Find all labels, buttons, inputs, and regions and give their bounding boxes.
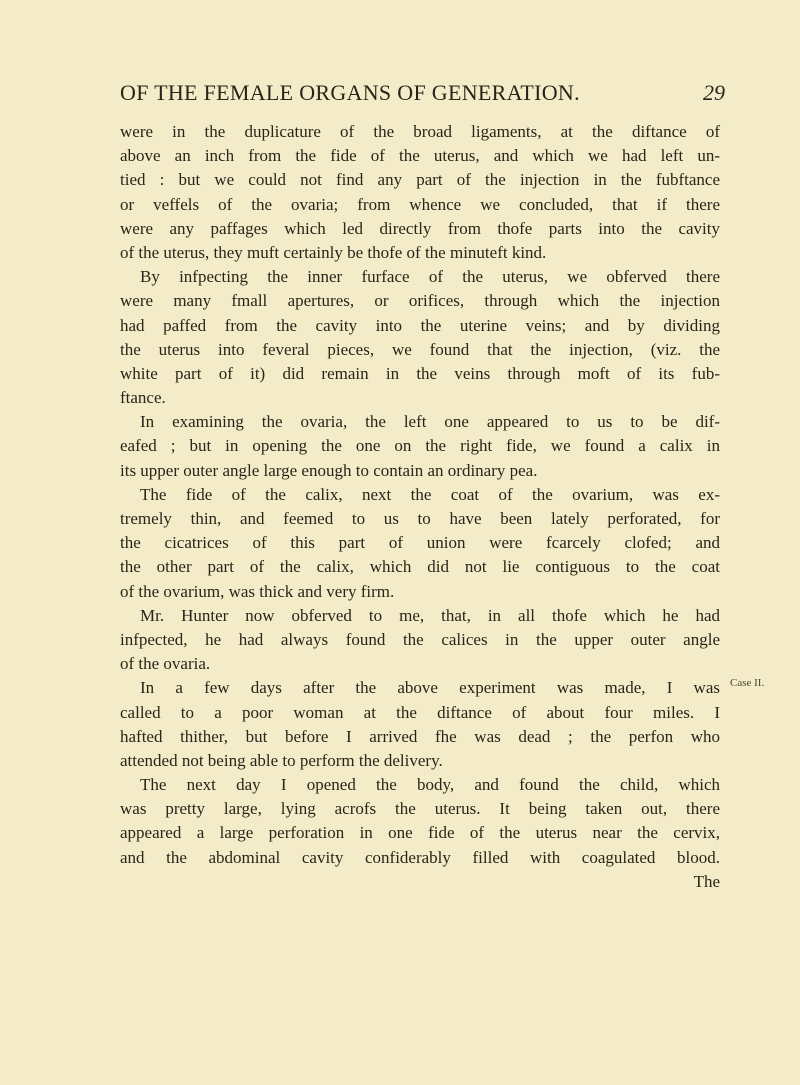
text-line: of the ovarium, was thick and very firm. (120, 581, 395, 601)
margin-note: Case II. (730, 677, 765, 689)
text-line: called to a poor woman at the diftance of about four miles. I (120, 702, 720, 722)
text-line: ftance. (120, 388, 166, 408)
text-line: attended not being able to perform the delivery. (120, 750, 443, 770)
text-line: its upper outer angle large enough to contain an ordinary pea. (120, 460, 538, 480)
text-line: of the uterus, they muft certainly be thofe of the minuteft kind. (120, 242, 547, 262)
text-line: or veffels of the ovaria; from whence we concluded, that if there (120, 194, 720, 214)
text-line: The fide of the calix, next the coat of the ovarium, was ex- (140, 484, 720, 504)
text-line: the cicatrices of this part of union were fcarcely clofed; and (120, 533, 720, 553)
text-line: tied : but we could not find any part of the injection in the fubftance (120, 170, 720, 190)
text-line: was pretty large, lying acrofs the uterus. It being taken out, there (120, 799, 720, 819)
body-text (120, 120, 720, 894)
text-line: the other part of the calix, which did not lie contiguous to the coat (120, 557, 720, 577)
catchword: The (693, 871, 720, 891)
text-line: By infpecting the inner furface of the uterus, we obferved there (140, 267, 720, 287)
text-line: In a few days after the above experiment was made, I was (140, 678, 720, 698)
running-head: OF THE FEMALE ORGANS OF GENERATION. (120, 80, 580, 105)
text-line: infpected, he had always found the calices in the upper outer angle (120, 629, 720, 649)
text-line: In examining the ovaria, the left one appeared to us to be dif- (140, 412, 720, 432)
text-line: hafted thither, but before I arrived fhe was dead ; the perfon who (120, 726, 720, 746)
text-line: had paffed from the cavity into the uterine veins; and by dividing (120, 315, 720, 335)
text-line: were any paffages which led directly from thofe parts into the cavity (120, 218, 720, 238)
text-line: of the ovaria. (120, 654, 211, 674)
text-line: The next day I opened the body, and found the child, which (140, 775, 720, 795)
text-line: white part of it) did remain in the veins through moft of its fub- (120, 363, 720, 383)
text-line: were many fmall apertures, or orifices, through which the injection (120, 291, 720, 311)
text-line: tremely thin, and feemed to us to have been lately perforated, for (120, 509, 720, 528)
text-line: were in the duplicature of the broad ligaments, at the diftance of (120, 122, 720, 141)
text-line: and the abdominal cavity confiderably filled with coagulated blood. (120, 847, 720, 867)
text-line: Mr. Hunter now obferved to me, that, in all thofe which he had (140, 605, 720, 625)
text-line: the uterus into feveral pieces, we found that the injection, (viz. the (120, 339, 720, 359)
text-line: eafed ; but in opening the one on the right fide, we found a calix in (120, 436, 720, 456)
text-line: above an inch from the fide of the uterus, and which we had left un- (120, 146, 720, 166)
page-number: 29 (703, 80, 725, 105)
text-line: appeared a large perforation in one fide of the uterus near the cervix, (120, 823, 720, 843)
